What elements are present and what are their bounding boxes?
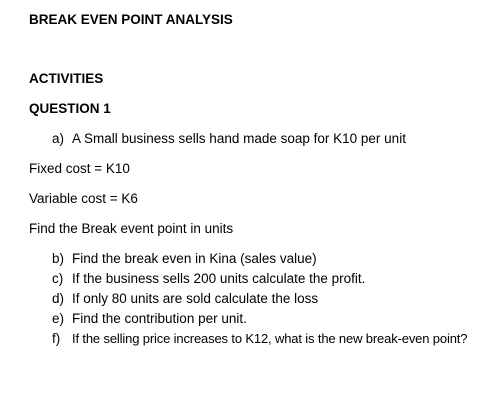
list-marker: c) [52,271,64,286]
list-marker: b) [52,251,65,266]
list-marker: d) [52,291,65,306]
document-title: BREAK EVEN POINT ANALYSIS [29,12,233,27]
list-item-text: If the selling price increases to K12, what is the new break-even point? [72,331,468,346]
list-item-text: If the business sells 200 units calculate the profit. [72,271,366,286]
list-marker: f) [52,331,61,346]
find-units-text: Find the Break event point in units [29,221,234,236]
list-item-text: A Small business sells hand made soap for K10 per unit [72,131,406,146]
list-item-text: If only 80 units are sold calculate the loss [72,291,319,306]
list-marker: a) [52,131,65,146]
list-marker: e) [52,311,65,326]
variable-cost-text: Variable cost = K6 [29,191,138,206]
list-item-text: Find the break even in Kina (sales value) [72,251,317,266]
list-item-text: Find the contribution per unit. [72,311,247,326]
question-heading: QUESTION 1 [29,101,111,116]
section-heading: ACTIVITIES [29,71,104,86]
fixed-cost-text: Fixed cost = K10 [29,161,130,176]
